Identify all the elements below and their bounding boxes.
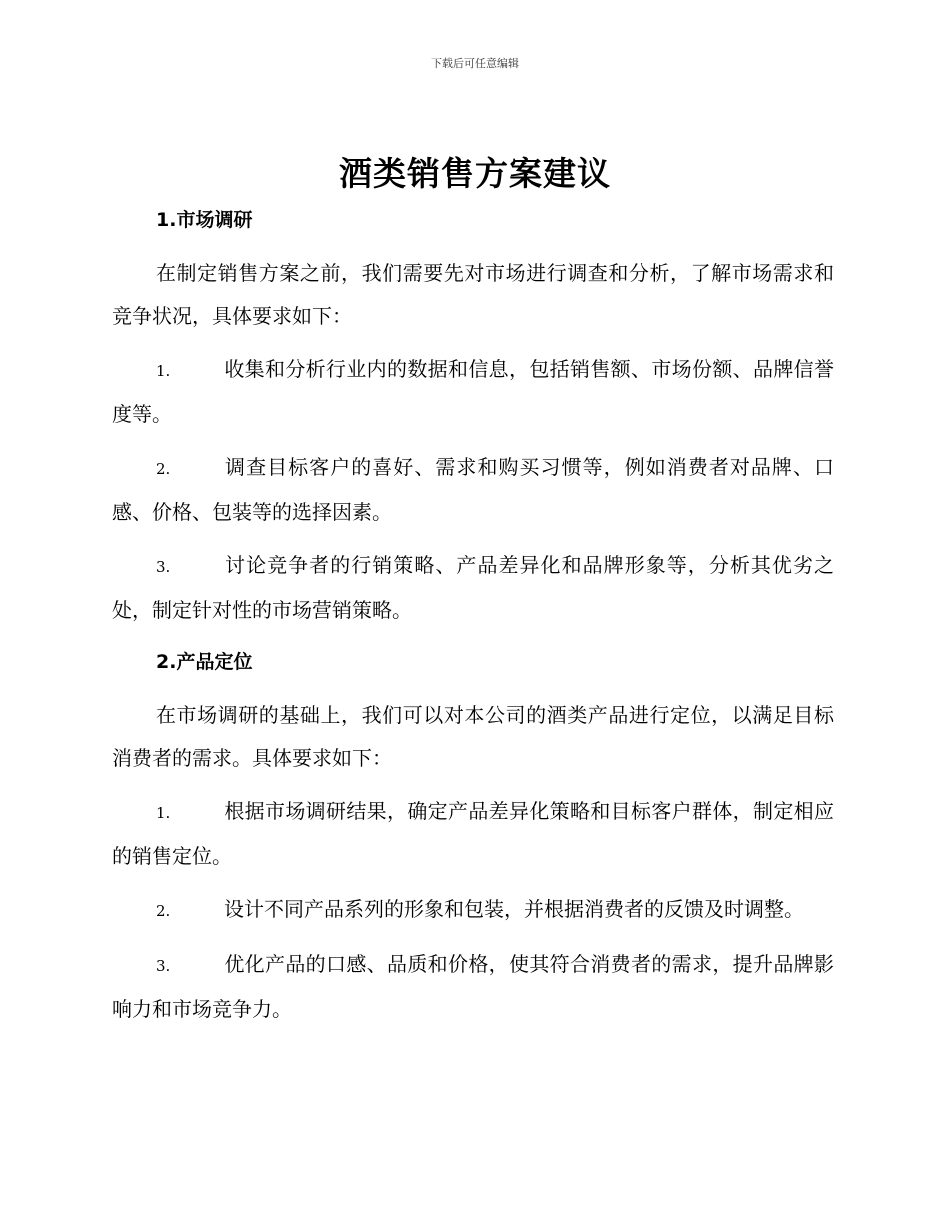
list-item: [112, 888, 834, 933]
list-item-number: 1.: [156, 804, 171, 822]
section-intro: 在制定销售方案之前，我们需要先对市场进行调查和分析，了解市场需求和竞争状况，具体要求如下：: [112, 261, 834, 328]
list-item-text: 根据市场调研结果，确定产品差异化策略和目标客户群体，制定相应的销售定位。: [112, 799, 834, 868]
header-note: 下载后可任意编辑: [431, 57, 519, 70]
section-market-research: [112, 200, 834, 632]
list-item-text: 讨论竞争者的行销策略、产品差异化和品牌形象等，分析其优劣之处，制定针对性的市场营销策略。: [112, 553, 834, 622]
section-heading: 1.市场调研: [156, 209, 253, 231]
list-item: [112, 446, 834, 534]
document-title: 酒类销售方案建议: [339, 154, 611, 193]
section-product-positioning: [112, 642, 834, 1031]
list-item: [112, 544, 834, 632]
section-intro: 在市场调研的基础上，我们可以对本公司的酒类产品进行定位，以满足目标消费者的需求。具体要求如下：: [112, 703, 834, 770]
list-item-number: 3.: [156, 957, 171, 975]
list-item-number: 2.: [156, 902, 171, 920]
list-item-text: 调查目标客户的喜好、需求和购买习惯等，例如消费者对品牌、口感、价格、包装等的选择因素。: [112, 455, 834, 524]
list-item-text: 设计不同产品系列的形象和包装，并根据消费者的反馈及时调整。: [224, 897, 804, 921]
list-item-number: 3.: [156, 558, 171, 576]
list-item-text: 优化产品的口感、品质和价格，使其符合消费者的需求，提升品牌影响力和市场竞争力。: [112, 952, 834, 1021]
section-heading: 2.产品定位: [156, 651, 253, 673]
document-body: [112, 200, 834, 1041]
list-item: [112, 348, 834, 436]
list-item: [112, 790, 834, 878]
list-item-text: 收集和分析行业内的数据和信息，包括销售额、市场份额、品牌信誉度等。: [112, 357, 834, 426]
list-item: [112, 943, 834, 1031]
list-item-number: 2.: [156, 460, 171, 478]
list-item-number: 1.: [156, 362, 171, 380]
